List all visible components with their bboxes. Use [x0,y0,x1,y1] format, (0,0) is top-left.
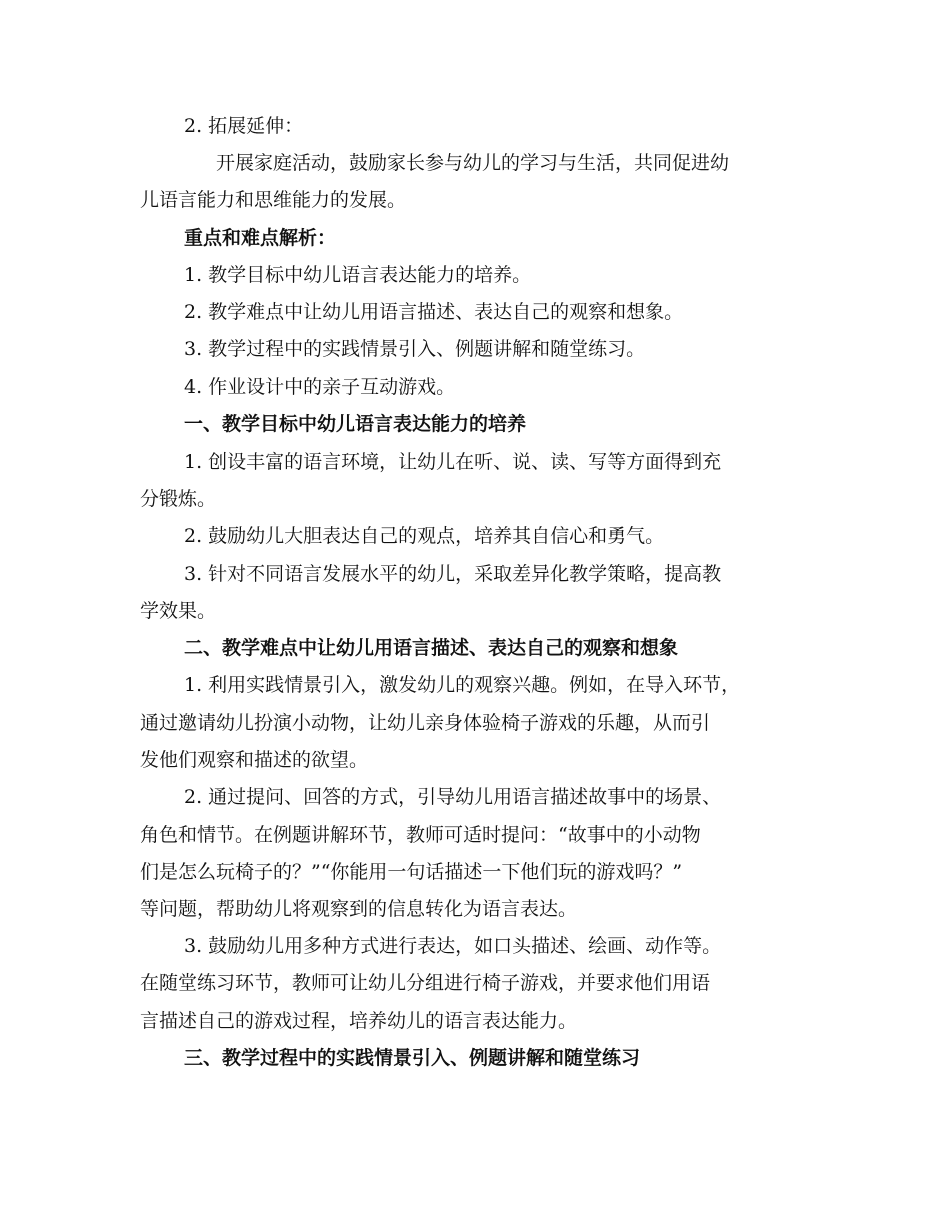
list-item: 3. 针对不同语言发展水平的幼儿，采取差异化教学策略，提高教 [184,563,722,585]
list-item: 3. 教学过程中的实践情景引入、例题讲解和随堂练习。 [184,338,646,360]
list-item: 2. 通过提问、回答的方式，引导幼儿用语言描述故事中的场景、 [184,786,722,808]
list-item: 2. 教学难点中让幼儿用语言描述、表达自己的观察和想象。 [184,301,684,323]
paragraph-line: 角色和情节。在例题讲解环节，教师可适时提问：“故事中的小动物 [140,824,701,846]
paragraph-line: 学效果。 [140,600,217,622]
paragraph-line: 开展家庭活动，鼓励家长参与幼儿的学习与生活，共同促进幼 [216,152,730,174]
list-item: 2. 鼓励幼儿大胆表达自己的观点，培养其自信心和勇气。 [184,525,665,547]
list-item: 1. 创设丰富的语言环境，让幼儿在听、说、读、写等方面得到充 [184,451,722,473]
section-heading: 二、教学难点中让幼儿用语言描述、表达自己的观察和想象 [184,637,679,659]
paragraph-line: 言描述自己的游戏过程，培养幼儿的语言表达能力。 [140,1010,578,1032]
paragraph-line: 们是怎么玩椅子的？”“你能用一句话描述一下他们玩的游戏吗？” [140,861,683,883]
paragraph-line: 在随堂练习环节，教师可让幼儿分组进行椅子游戏，并要求他们用语 [140,972,711,994]
list-item: 4. 作业设计中的亲子互动游戏。 [184,376,456,398]
paragraph-line: 发他们观察和描述的欲望。 [140,749,369,771]
list-item: 3. 鼓励幼儿用多种方式进行表达，如口头描述、绘画、动作等。 [184,935,722,957]
section-heading: 重点和难点解析： [184,227,337,249]
paragraph-line: 通过邀请幼儿扮演小动物，让幼儿亲身体验椅子游戏的乐趣，从而引 [140,712,711,734]
list-item: 1. 教学目标中幼儿语言表达能力的培养。 [184,264,532,286]
list-item-extension: 2. 拓展延伸： [184,115,304,137]
list-item: 1. 利用实践情景引入，激发幼儿的观察兴趣。例如，在导入环节， [184,674,741,696]
paragraph-line: 儿语言能力和思维能力的发展。 [140,189,407,211]
section-heading: 一、教学目标中幼儿语言表达能力的培养 [184,413,527,435]
section-heading: 三、教学过程中的实践情景引入、例题讲解和随堂练习 [184,1047,641,1069]
paragraph-line: 等问题，帮助幼儿将观察到的信息转化为语言表达。 [140,898,578,920]
paragraph-line: 分锻炼。 [140,488,217,510]
